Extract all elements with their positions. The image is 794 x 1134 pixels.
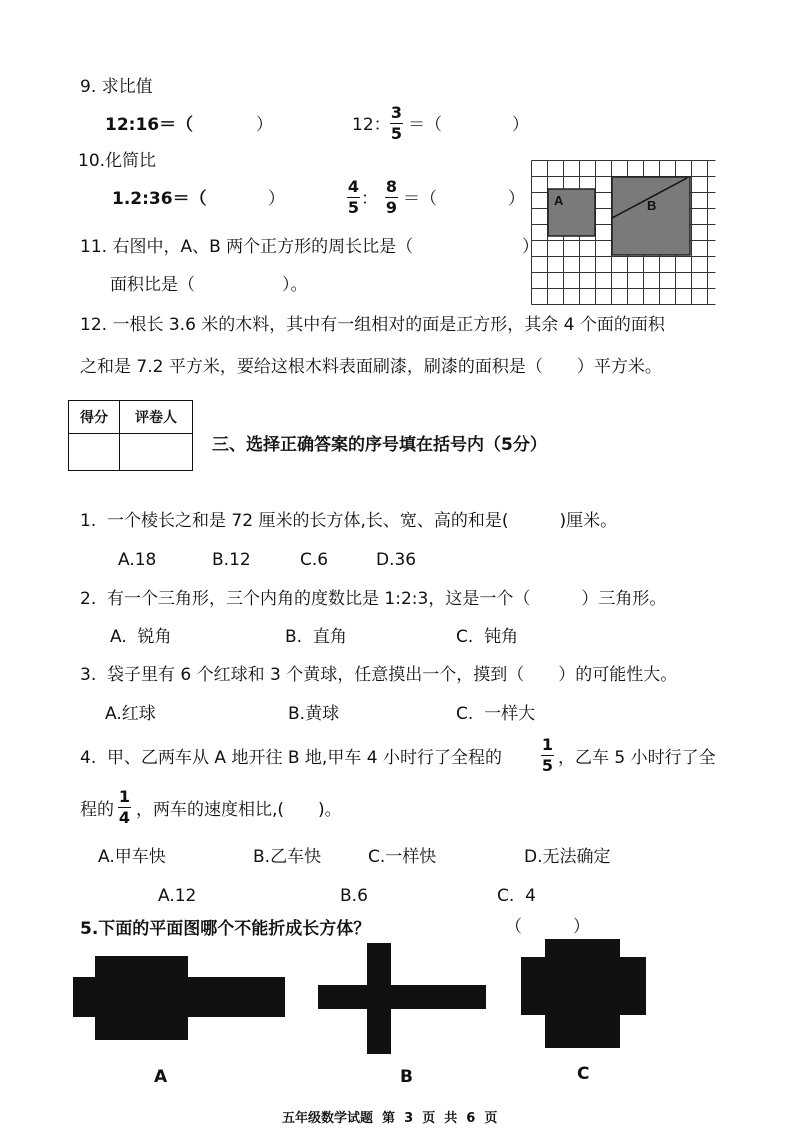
q9-fraction bbox=[390, 104, 403, 143]
net-c-middle bbox=[521, 957, 646, 1015]
q9-frac-num: 3 bbox=[390, 103, 403, 122]
c4-option-a[interactable]: A.甲车快 bbox=[98, 847, 166, 867]
c3-option-a[interactable]: A.红球 bbox=[105, 704, 156, 724]
c4-fraction-2 bbox=[118, 788, 131, 827]
q9-b-left: 12： bbox=[352, 115, 391, 135]
c4-extra-option-c[interactable]: C. 4 bbox=[497, 886, 536, 906]
q9-a-answer-blank[interactable]: ） bbox=[256, 115, 273, 135]
c4-frac2-den: 4 bbox=[118, 808, 131, 827]
c4-line1-a: 4. 甲、乙两车从 A 地开往 B 地,甲车 4 小时行了全程的 bbox=[80, 748, 502, 768]
c4-option-d[interactable]: D.无法确定 bbox=[524, 847, 611, 867]
q11-line1-answer-blank[interactable]: ） bbox=[522, 237, 539, 257]
score-table bbox=[68, 400, 193, 471]
c4-frac1-num: 1 bbox=[541, 735, 554, 754]
net-c-label: C bbox=[577, 1064, 590, 1084]
section-3-title: 三、选择正确答案的序号填在括号内（5分） bbox=[212, 435, 547, 455]
squares-grid-figure bbox=[531, 160, 716, 310]
q11-line2-answer-blank[interactable]: ）。 bbox=[282, 275, 308, 295]
c4-frac2-num: 1 bbox=[118, 787, 131, 806]
q10-frac2-num: 8 bbox=[385, 177, 398, 196]
c4-fraction-1 bbox=[541, 736, 554, 775]
net-b-label: B bbox=[400, 1067, 413, 1087]
label-b: B bbox=[647, 198, 657, 213]
grader-cell[interactable] bbox=[120, 434, 193, 471]
c2-question: 2. 有一个三角形，三个内角的度数比是 1:2:3，这是一个（ ）三角形。 bbox=[80, 589, 667, 609]
c4-line2-b: ，两车的速度相比,( )。 bbox=[136, 800, 342, 820]
net-b-vertical bbox=[367, 943, 391, 1054]
c3-option-c[interactable]: C. 一样大 bbox=[456, 704, 536, 724]
c2-option-a[interactable]: A. 锐角 bbox=[110, 627, 172, 647]
q10-frac1-num: 4 bbox=[347, 177, 360, 196]
c2-option-c[interactable]: C. 钝角 bbox=[456, 627, 519, 647]
score-header: 得分 bbox=[69, 401, 120, 434]
c3-option-b[interactable]: B.黄球 bbox=[288, 704, 340, 724]
c2-option-b[interactable]: B. 直角 bbox=[285, 627, 347, 647]
c1-option-c[interactable]: C.6 bbox=[300, 550, 329, 570]
q12-line2: 之和是 7.2 平方米，要给这根木料表面刷漆，刷漆的面积是（ ）平方米。 bbox=[80, 357, 662, 377]
q10-a-answer-blank[interactable]: ） bbox=[268, 189, 285, 209]
c4-option-c[interactable]: C.一样快 bbox=[368, 847, 437, 867]
net-a-top bbox=[95, 956, 188, 1040]
net-c-bottom bbox=[545, 1013, 620, 1048]
page-footer: 五年级数学试题 第 3 页 共 6 页 bbox=[282, 1111, 498, 1126]
q9-title: 9. 求比值 bbox=[80, 77, 153, 97]
score-cell[interactable] bbox=[69, 434, 120, 471]
q10-frac1-den: 5 bbox=[347, 198, 360, 217]
grader-header: 评卷人 bbox=[120, 401, 193, 434]
q9-a-left: 12:16＝（ bbox=[105, 115, 194, 135]
c3-question: 3. 袋子里有 6 个红球和 3 个黄球，任意摸出一个，摸到（ ）的可能性大。 bbox=[80, 665, 678, 685]
square-b bbox=[612, 177, 690, 255]
q10-b-right: ＝（ bbox=[403, 189, 437, 209]
label-a: A bbox=[554, 193, 564, 208]
net-b-horizontal bbox=[318, 985, 486, 1009]
c1-option-d[interactable]: D.36 bbox=[376, 550, 417, 570]
q10-fraction-1 bbox=[347, 178, 360, 217]
c5-answer-blank[interactable]: （ ） bbox=[505, 917, 590, 937]
c4-option-b[interactable]: B.乙车快 bbox=[253, 847, 322, 867]
q9-frac-den: 5 bbox=[390, 124, 403, 143]
q12-line1: 12. 一根长 3.6 米的木料，其中有一组相对的面是正方形，其余 4 个面的面积 bbox=[80, 315, 665, 335]
net-a-label: A bbox=[154, 1067, 168, 1087]
q9-b-right: ＝（ bbox=[408, 115, 442, 135]
c4-line1-b: ，乙车 5 小时行了全 bbox=[558, 748, 716, 768]
q11-line1: 11. 右图中，A、B 两个正方形的周长比是（ bbox=[80, 237, 414, 257]
q10-a-left: 1.2:36＝（ bbox=[112, 189, 207, 209]
net-c-top bbox=[545, 939, 620, 959]
c4-extra-option-a[interactable]: A.12 bbox=[158, 886, 197, 906]
c5-question: 5.下面的平面图哪个不能折成长方体？ bbox=[80, 919, 371, 939]
c4-extra-option-b[interactable]: B.6 bbox=[340, 886, 368, 906]
q10-fraction-2 bbox=[385, 178, 398, 217]
q10-frac2-den: 9 bbox=[385, 198, 398, 217]
q10-title: 10.化简比 bbox=[78, 151, 157, 171]
c4-line2-a: 程的 bbox=[80, 800, 114, 820]
c1-option-a[interactable]: A.18 bbox=[118, 550, 157, 570]
c1-option-b[interactable]: B.12 bbox=[212, 550, 251, 570]
c1-question: 1. 一个棱长之和是 72 厘米的长方体,长、宽、高的和是( )厘米。 bbox=[80, 511, 618, 531]
q10-b-answer-blank[interactable]: ） bbox=[508, 189, 525, 209]
q10-colon: ： bbox=[361, 189, 378, 209]
q11-line2: 面积比是（ bbox=[110, 275, 195, 295]
q9-b-answer-blank[interactable]: ） bbox=[512, 115, 529, 135]
c4-frac1-den: 5 bbox=[541, 756, 554, 775]
